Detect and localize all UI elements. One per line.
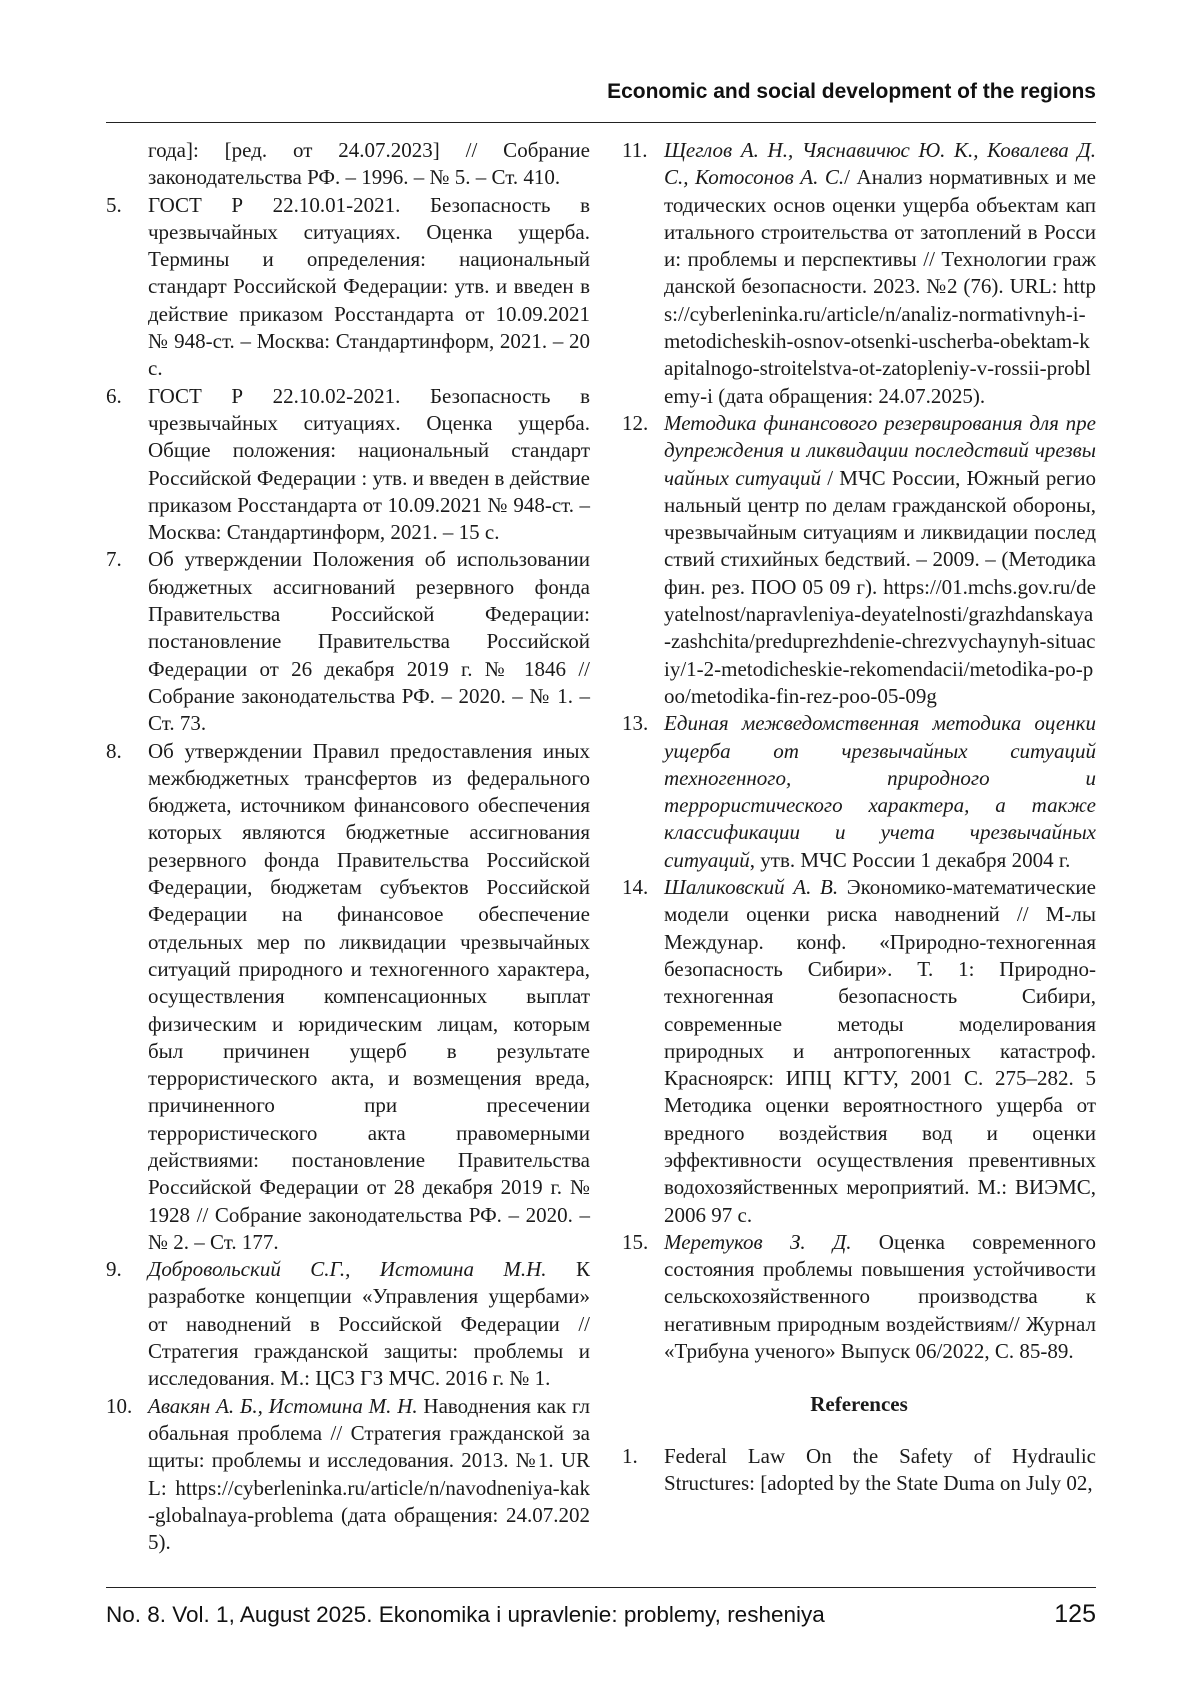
page-number: 125: [1054, 1600, 1096, 1628]
reference-item-13: [622, 710, 1096, 874]
reference-text: Federal Law On the Safety of Hydraulic Structures: [adopted by the State Duma on July 02,: [664, 1443, 1096, 1495]
reference-authors: Щеглов А. Н., Чяснавичюс Ю. К., Ковалева Д. С., Котосонов А. С.: [664, 138, 1096, 190]
reference-item-6: [106, 383, 590, 547]
reference-item-11: [622, 137, 1096, 410]
reference-text: Наводнения как глобальная проблема // Стратегия гражданской защиты: проблемы и исследования. 2013. №1. URL: https://cyberleninka.ru/article/n/navodneniya-kak-globalnaya-problema (дата обращения: 24.07.2025).: [148, 1393, 591, 1555]
reference-title: Методика финансового резервирования для предупреждения и ликвидации последствий чрезвычайных ситуаций: [664, 410, 1096, 490]
reference-authors: Шаликовский А. В.: [664, 875, 839, 900]
page-footer: [106, 1600, 1096, 1629]
continued-reference-text: года]: [ред. от 24.07.2023] // Собрание законодательства РФ. – 1996. – № 5. – Ст. 410.: [148, 138, 590, 190]
reference-number: 11.: [622, 138, 648, 162]
reference-title: Единая межведомственная методика оценки ущерба от чрезвычайных ситуаций техногенного, природного и террористического характера, а также классификации и учета чрезвычайных ситуаций: [664, 711, 1096, 872]
reference-text: Об утверждении Правил предоставления иных межбюджетных трансфертов из федерального бюджета, источником финансового обеспечения которых являются бюджетные ассигнования резервного фонда Правительства Российской Федерации, бюджетам субъектов Российской Федерации на финансовое обеспечение отдельных мер по ликвидации чрезвычайных ситуаций природного и техногенного характера, осуществления компенсационных выплат физическим и юридическим лицам, которым был причинен ущерб в результате террористического акта, и возмещения вреда, причиненного при пресечении террористического акта правомерными действиями: постановление Правительства Российской Федерации от 28 декабря 2019 г. № 1928 // Собрание законодательства РФ. – 2020. – № 2. – Ст. 177.: [148, 738, 590, 1254]
reference-body: [664, 1229, 1096, 1365]
reference-text: Об утверждении Положения об использовании бюджетных ассигнований резервного фонда Правительства Российской Федерации: постановление Правительства Российской Федерации от 26 декабря 2019 г. № 1846 // Собрание законодательства РФ. – 2020. – № 1. – Ст. 73.: [148, 547, 590, 736]
reference-item-7: [106, 546, 590, 737]
reference-number: 15.: [622, 1229, 649, 1254]
reference-text: ГОСТ Р 22.10.02-2021. Безопасность в чрезвычайных ситуациях. Оценка ущерба. Общие положения: национальный стандарт Российской Федерации : утв. и введен в действие приказом Росстандарта от 10.09.2021 № 948-ст. – Москва: Стандартинформ, 2021. – 15 с.: [148, 383, 590, 545]
reference-number: 7.: [106, 547, 122, 572]
right-column: [622, 137, 1096, 1497]
reference-item-14: [622, 874, 1096, 1229]
reference-number: 5.: [106, 192, 122, 217]
reference-body: [664, 137, 1096, 410]
reference-item-12: [622, 410, 1096, 710]
reference-item-5: [106, 192, 590, 383]
reference-item-15: [622, 1229, 1096, 1365]
reference-text: , утв. МЧС России 1 декабря 2004 г.: [749, 847, 1071, 872]
running-header: Economic and social development of the regions: [607, 80, 1096, 103]
reference-number: 6.: [106, 383, 122, 408]
reference-text: Экономико-математические модели оценки риска наводнений // М-лы Междунар. конф. «Природно-техногенная безопасность Сибири». Т. 1: Природно-техногенная безопасность Сибири, современные методы моделирования природных и антропогенных катастроф. Красноярск: ИПЦ КГТУ, 2001 С. 275–282. 5 Методика оценки вероятностного ущерба от вредного воздействия вод и оценки эффективности осуществления превентивных водохозяйственных мероприятий. М.: ВИЭМС, 2006 97 с.: [664, 875, 1096, 1227]
reference-body: [664, 874, 1096, 1229]
reference-body: [664, 410, 1096, 710]
reference-authors: Авакян А. Б., Истомина М. Н.: [148, 1393, 418, 1418]
reference-item-10: [106, 1393, 590, 1557]
reference-body: [148, 1256, 590, 1392]
header-divider: [106, 122, 1096, 123]
reference-item-9: [106, 1256, 590, 1392]
reference-number: 12.: [622, 410, 649, 435]
reference-item-8: [106, 738, 590, 1257]
journal-citation: No. 8. Vol. 1, August 2025. Ekonomika i upravlenie: problemy, resheniya: [106, 1602, 825, 1627]
references-heading: References: [810, 1392, 908, 1417]
left-column: [106, 137, 590, 1556]
reference-number: 10.: [106, 1393, 133, 1418]
reference-number: 8.: [106, 738, 122, 763]
reference-text: Оценка современного состояния проблемы повышения устойчивости сельскохозяйственного производства к негативным природным воздействиям// Журнал «Трибуна ученого» Выпуск 06/2022, С. 85-89.: [664, 1229, 1097, 1364]
reference-text: ГОСТ Р 22.10.01-2021. Безопасность в чрезвычайных ситуациях. Оценка ущерба. Термины и определения: национальный стандарт Российской Федерации: утв. и введен в действие приказом Росстандарта от 10.09.2021 № 948-ст. – Москва: Стандартинформ, 2021. – 20 с.: [148, 192, 590, 381]
reference-text: / МЧС России, Южный региональный центр по делам гражданской обороны, чрезвычайным ситуациям и ликвидации последствий стихийных бедствий. – 2009. – (Методика фин. рез. ПОО 05 09 г). https://01.mchs.gov.ru/deyatelnost/napravleniya-deyatelnosti/grazhdanskaya-zashchita/preduprezhdenie-chrezvychaynyh-situaciy/1-2-metodicheskie-rekomendacii/metodika-po-poo/metodika-fin-rez-poo-05-09g: [664, 465, 1096, 708]
reference-number: 13.: [622, 711, 649, 736]
reference-body: [664, 710, 1096, 874]
english-reference-item-1: [622, 1443, 1096, 1498]
reference-text: / Анализ нормативных и методических основ оценки ущерба объектам капитального строительства от затоплений в России: проблемы и перспективы // Технологии гражданской безопасности. 2023. №2 (76). URL: https://cyberleninka.ru/article/n/analiz-normativnyh-i-metodicheskih-osnov-otsenki-uscherba-obektam-kapitalnogo-stroitelstva-ot-zatopleniy-v-rossii-problemy-i (дата обращения: 24.07.2025).: [664, 165, 1096, 408]
footer-divider: [106, 1587, 1096, 1588]
reference-number: 9.: [106, 1257, 122, 1282]
reference-number: 14.: [622, 875, 649, 900]
reference-text: К разработке концепции «Управления ущербами» от наводнений в Российской Федерации // Стратегия гражданской защиты: проблемы и исследования. М.: ЦСЗ ГЗ МЧС. 2016 г. № 1.: [148, 1257, 590, 1391]
reference-authors: Меретуков З. Д.: [664, 1229, 852, 1254]
reference-number: 1.: [622, 1443, 638, 1468]
reference-authors: Добровольский С.Г., Истомина М.Н.: [148, 1257, 547, 1282]
reference-body: [148, 1393, 590, 1557]
